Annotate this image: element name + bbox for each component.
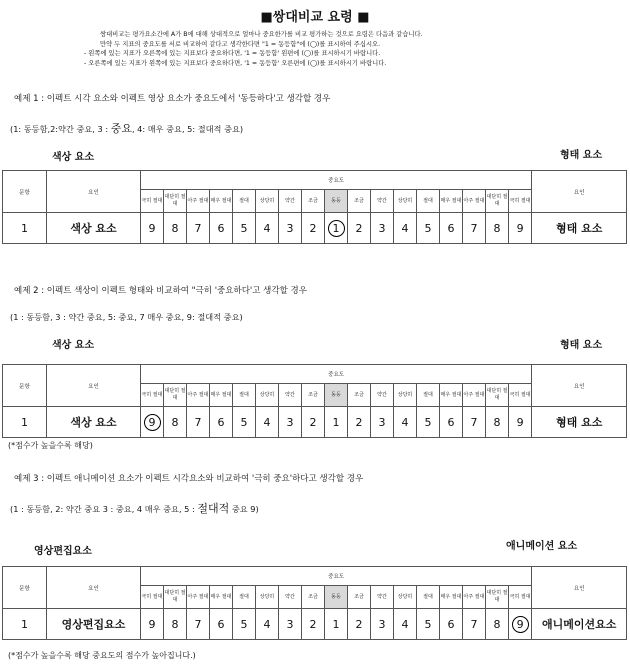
scale-value: 6 — [217, 617, 225, 631]
scale-label: 매우 절대 — [440, 384, 463, 407]
scale-value: 9 — [148, 221, 156, 235]
scale-value: 2 — [309, 221, 317, 235]
col-header-importance: 중요도 — [141, 365, 532, 384]
scale-value: 1 — [332, 617, 340, 631]
row-left-factor: 색상 요소 — [47, 407, 141, 438]
scale-value-cell[interactable] — [440, 213, 463, 244]
intro-line: 만약 두 지표의 중요도를 서로 비교하여 같다고 생각한다면 "1 = 동등함"에 (◯)를 표시하여 주십시오. — [100, 40, 381, 48]
scale-value-cell[interactable] — [302, 213, 325, 244]
scale-value: 1 — [332, 415, 340, 429]
intro-line: - 왼쪽에 있는 지표가 오른쪽에 있는 지표보다 중요하다면, '1 = 동등함' 왼편에 (◯)를 표시하시기 바랍니다. — [84, 50, 381, 57]
scale-value-cell[interactable] — [509, 407, 532, 438]
scale-value-cell[interactable] — [279, 609, 302, 640]
scale-value: 6 — [447, 221, 455, 235]
table-row — [3, 609, 627, 640]
scale-label: 아주 절대 — [463, 586, 486, 609]
scale-label: 동등 — [325, 586, 348, 609]
scale-value-cell[interactable] — [440, 407, 463, 438]
scale-value: 6 — [217, 415, 225, 429]
scale-label: 대단히 절대 — [486, 586, 509, 609]
scale-value-cell[interactable] — [256, 213, 279, 244]
scale-label: 상당히 — [394, 384, 417, 407]
scale-value-cell[interactable] — [394, 609, 417, 640]
row-number: 1 — [3, 213, 47, 244]
example-note: (*점수가 높을수록 해당) — [8, 441, 93, 450]
scale-value-cell[interactable] — [302, 609, 325, 640]
scale-value-cell[interactable] — [187, 213, 210, 244]
scale-label: 약간 — [279, 190, 302, 213]
scale-label: 상당히 — [256, 190, 279, 213]
example-scale: (1 : 동등함, 3 : 약간 중요, 5: 중요, 7 매우 중요, 9: 절대적 중요) — [10, 312, 243, 322]
intro-line: 쌍대비교는 평가요소간에 A가 B에 대해 상대적으로 얼마나 중요한가를 비교 평가하는 것으로 요령은 다음과 같습니다. — [100, 31, 423, 38]
scale-value: 6 — [217, 221, 225, 235]
scale-value-cell[interactable] — [417, 609, 440, 640]
scale-value: 9 — [148, 617, 156, 631]
scale-value-cell[interactable] — [164, 609, 187, 640]
scale-label: 아주 절대 — [187, 586, 210, 609]
scale-label: 조금 — [302, 384, 325, 407]
col-header-item-right: 요인 — [532, 567, 627, 609]
left-factor-label: 색상 요소 — [52, 152, 95, 163]
scale-value-cell[interactable] — [371, 213, 394, 244]
scale-value: 5 — [424, 415, 432, 429]
scale-value-cell[interactable] — [417, 213, 440, 244]
left-factor-label: 영상편집요소 — [34, 546, 92, 557]
scale-label: 동등 — [325, 384, 348, 407]
row-number: 1 — [3, 609, 47, 640]
scale-value: 5 — [424, 617, 432, 631]
scale-value: 7 — [194, 617, 202, 631]
scale-value-cell[interactable] — [210, 609, 233, 640]
scale-value: 7 — [194, 415, 202, 429]
scale-value-cell[interactable] — [187, 609, 210, 640]
scale-label: 대단히 절대 — [164, 190, 187, 213]
scale-value: 2 — [355, 415, 363, 429]
scale-value: 7 — [470, 617, 478, 631]
scale-value: 4 — [401, 221, 409, 235]
scale-value: 5 — [240, 415, 248, 429]
scale-value-cell[interactable] — [187, 407, 210, 438]
scale-value-cell[interactable] — [348, 213, 371, 244]
scale-value: 4 — [263, 221, 271, 235]
scale-value-cell[interactable] — [256, 407, 279, 438]
scale-label: 아주 절대 — [187, 384, 210, 407]
scale-label: 극히 절대 — [509, 384, 532, 407]
scale-label: 절대 — [233, 586, 256, 609]
row-right-factor: 형태 요소 — [532, 213, 627, 244]
col-header-item: 요인 — [47, 171, 141, 213]
row-number: 1 — [3, 407, 47, 438]
scale-label: 약간 — [371, 586, 394, 609]
example-scale: (1 : 동등함, 2: 약간 중요 3 : 중요, 4 매우 중요, 5 : 절대적 중요 9) — [10, 502, 259, 515]
col-header-importance: 중요도 — [141, 171, 532, 190]
scale-label: 아주 절대 — [463, 190, 486, 213]
scale-value: 8 — [171, 617, 179, 631]
scale-value-cell[interactable] — [371, 407, 394, 438]
scale-value-cell[interactable] — [279, 407, 302, 438]
scale-label: 상당히 — [394, 586, 417, 609]
scale-value-cell[interactable] — [463, 609, 486, 640]
scale-value-cell[interactable] — [463, 213, 486, 244]
scale-value: 3 — [378, 415, 386, 429]
scale-value-cell[interactable] — [279, 213, 302, 244]
right-factor-label: 형태 요소 — [560, 340, 603, 351]
scale-value: 4 — [263, 415, 271, 429]
scale-value-cell[interactable] — [233, 213, 256, 244]
selected-scale-value: 9 — [512, 616, 529, 633]
scale-value-cell[interactable] — [325, 407, 348, 438]
left-factor-label: 색상 요소 — [52, 340, 95, 351]
scale-label: 아주 절대 — [463, 384, 486, 407]
scale-value: 9 — [516, 221, 524, 235]
scale-value: 3 — [286, 221, 294, 235]
scale-value-cell[interactable] — [233, 609, 256, 640]
scale-label: 극히 절대 — [141, 384, 164, 407]
scale-value: 4 — [263, 617, 271, 631]
row-left-factor: 영상편집요소 — [47, 609, 141, 640]
scale-label: 동등 — [325, 190, 348, 213]
scale-label: 매우 절대 — [210, 586, 233, 609]
scale-label: 조금 — [348, 586, 371, 609]
scale-label: 상당히 — [256, 384, 279, 407]
scale-value: 8 — [171, 221, 179, 235]
col-header-no: 문항 — [3, 365, 47, 407]
right-factor-label: 형태 요소 — [560, 150, 603, 161]
col-header-no: 문항 — [3, 567, 47, 609]
page-title: ■쌍대비교 요령 ■ — [260, 10, 370, 25]
scale-label: 절대 — [233, 384, 256, 407]
scale-label: 절대 — [417, 586, 440, 609]
scale-value-cell[interactable] — [210, 213, 233, 244]
scale-value-cell[interactable] — [371, 609, 394, 640]
scale-value-cell[interactable] — [325, 213, 348, 244]
scale-value: 5 — [240, 221, 248, 235]
scale-value: 8 — [493, 221, 501, 235]
example-scale: (1: 동등함,2:약간 중요, 3 : 중요, 4: 매우 중요, 5: 절대적 중요) — [10, 122, 244, 135]
scale-value: 2 — [355, 221, 363, 235]
scale-value: 8 — [493, 415, 501, 429]
scale-label: 극히 절대 — [509, 190, 532, 213]
scale-value-cell[interactable] — [463, 407, 486, 438]
scale-label: 매우 절대 — [440, 190, 463, 213]
scale-value-cell[interactable] — [348, 609, 371, 640]
scale-label: 상당히 — [256, 586, 279, 609]
scale-value: 7 — [194, 221, 202, 235]
scale-label: 조금 — [302, 190, 325, 213]
example-heading: 예제 3 : 이펙트 애니메이션 요소가 이펙트 시각요소와 비교하여 '극히 중요'하다고 생각할 경우 — [14, 474, 364, 484]
scale-label: 매우 절대 — [440, 586, 463, 609]
scale-value-cell[interactable] — [348, 407, 371, 438]
scale-value: 5 — [424, 221, 432, 235]
col-header-no: 문항 — [3, 171, 47, 213]
scale-label: 조금 — [348, 384, 371, 407]
example-heading: 예제 1 : 이펙트 시각 요소와 이펙트 영상 요소가 중요도에서 '동등하다'고 생각할 경우 — [14, 94, 331, 104]
scale-value: 4 — [401, 617, 409, 631]
col-header-item-right: 요인 — [532, 365, 627, 407]
scale-value-cell[interactable] — [141, 213, 164, 244]
col-header-item: 요인 — [47, 567, 141, 609]
scale-value-cell[interactable] — [417, 407, 440, 438]
col-header-importance: 중요도 — [141, 567, 532, 586]
scale-label: 대단히 절대 — [486, 384, 509, 407]
scale-label: 약간 — [279, 384, 302, 407]
scale-value-cell[interactable] — [256, 609, 279, 640]
scale-label: 상당히 — [394, 190, 417, 213]
scale-label: 조금 — [348, 190, 371, 213]
scale-value-cell[interactable] — [486, 407, 509, 438]
scale-label: 약간 — [371, 190, 394, 213]
scale-value: 7 — [470, 415, 478, 429]
scale-value-cell[interactable] — [486, 213, 509, 244]
row-right-factor: 형태 요소 — [532, 407, 627, 438]
example-heading: 예제 2 : 이펙트 색상이 이펙트 형태와 비교하여 "극히 '중요하다'고 생각할 경우 — [14, 286, 307, 296]
scale-label: 절대 — [417, 384, 440, 407]
scale-value-cell[interactable] — [141, 609, 164, 640]
right-factor-label: 애니메이션 요소 — [506, 541, 578, 552]
intro-text — [0, 30, 630, 68]
scale-label: 대단히 절대 — [486, 190, 509, 213]
scale-value: 6 — [447, 415, 455, 429]
scale-value-cell[interactable] — [210, 407, 233, 438]
table-row — [3, 407, 627, 438]
scale-value-cell[interactable] — [394, 213, 417, 244]
scale-value-cell[interactable] — [509, 213, 532, 244]
comparison-table — [2, 364, 627, 438]
scale-label: 극히 절대 — [141, 190, 164, 213]
scale-value-cell[interactable] — [233, 407, 256, 438]
scale-value: 3 — [286, 415, 294, 429]
scale-value: 5 — [240, 617, 248, 631]
scale-label: 아주 절대 — [187, 190, 210, 213]
scale-label: 극히 절대 — [141, 586, 164, 609]
scale-value-cell[interactable] — [440, 609, 463, 640]
scale-label: 약간 — [371, 384, 394, 407]
example-note: (*점수가 높을수록 해당 중요도의 점수가 높아집니다.) — [8, 651, 196, 660]
scale-label: 매우 절대 — [210, 190, 233, 213]
comparison-table — [2, 566, 627, 640]
scale-value: 8 — [171, 415, 179, 429]
intro-line: - 오른쪽에 있는 지표가 왼쪽에 있는 지표보다 중요하다면, '1 = 동등함' 오른편에 (◯)를 표시하시기 바랍니다. — [84, 59, 387, 67]
scale-label: 조금 — [302, 586, 325, 609]
scale-value-cell[interactable] — [302, 407, 325, 438]
scale-value: 3 — [378, 221, 386, 235]
scale-value-cell[interactable] — [141, 407, 164, 438]
scale-value-cell[interactable] — [164, 407, 187, 438]
scale-label: 극히 절대 — [509, 586, 532, 609]
col-header-item-right: 요인 — [532, 171, 627, 213]
row-right-factor: 애니메이션요소 — [532, 609, 627, 640]
scale-value: 2 — [309, 415, 317, 429]
scale-value-cell[interactable] — [509, 609, 532, 640]
selected-scale-value: 1 — [328, 220, 345, 237]
scale-value: 3 — [286, 617, 294, 631]
scale-label: 절대 — [233, 190, 256, 213]
scale-value-cell[interactable] — [325, 609, 348, 640]
scale-label: 매우 절대 — [210, 384, 233, 407]
scale-value: 6 — [447, 617, 455, 631]
col-header-item: 요인 — [47, 365, 141, 407]
scale-value: 9 — [516, 415, 524, 429]
scale-value: 2 — [355, 617, 363, 631]
scale-value-cell[interactable] — [486, 609, 509, 640]
scale-label: 약간 — [279, 586, 302, 609]
scale-value: 8 — [493, 617, 501, 631]
table-row — [3, 213, 627, 244]
scale-label: 절대 — [417, 190, 440, 213]
scale-value: 3 — [378, 617, 386, 631]
comparison-table — [2, 170, 627, 244]
selected-scale-value: 9 — [144, 414, 161, 431]
scale-value: 7 — [470, 221, 478, 235]
scale-value-cell[interactable] — [394, 407, 417, 438]
row-left-factor: 색상 요소 — [47, 213, 141, 244]
scale-value-cell[interactable] — [164, 213, 187, 244]
scale-label: 대단히 절대 — [164, 384, 187, 407]
scale-value: 4 — [401, 415, 409, 429]
scale-label: 대단히 절대 — [164, 586, 187, 609]
scale-value: 2 — [309, 617, 317, 631]
